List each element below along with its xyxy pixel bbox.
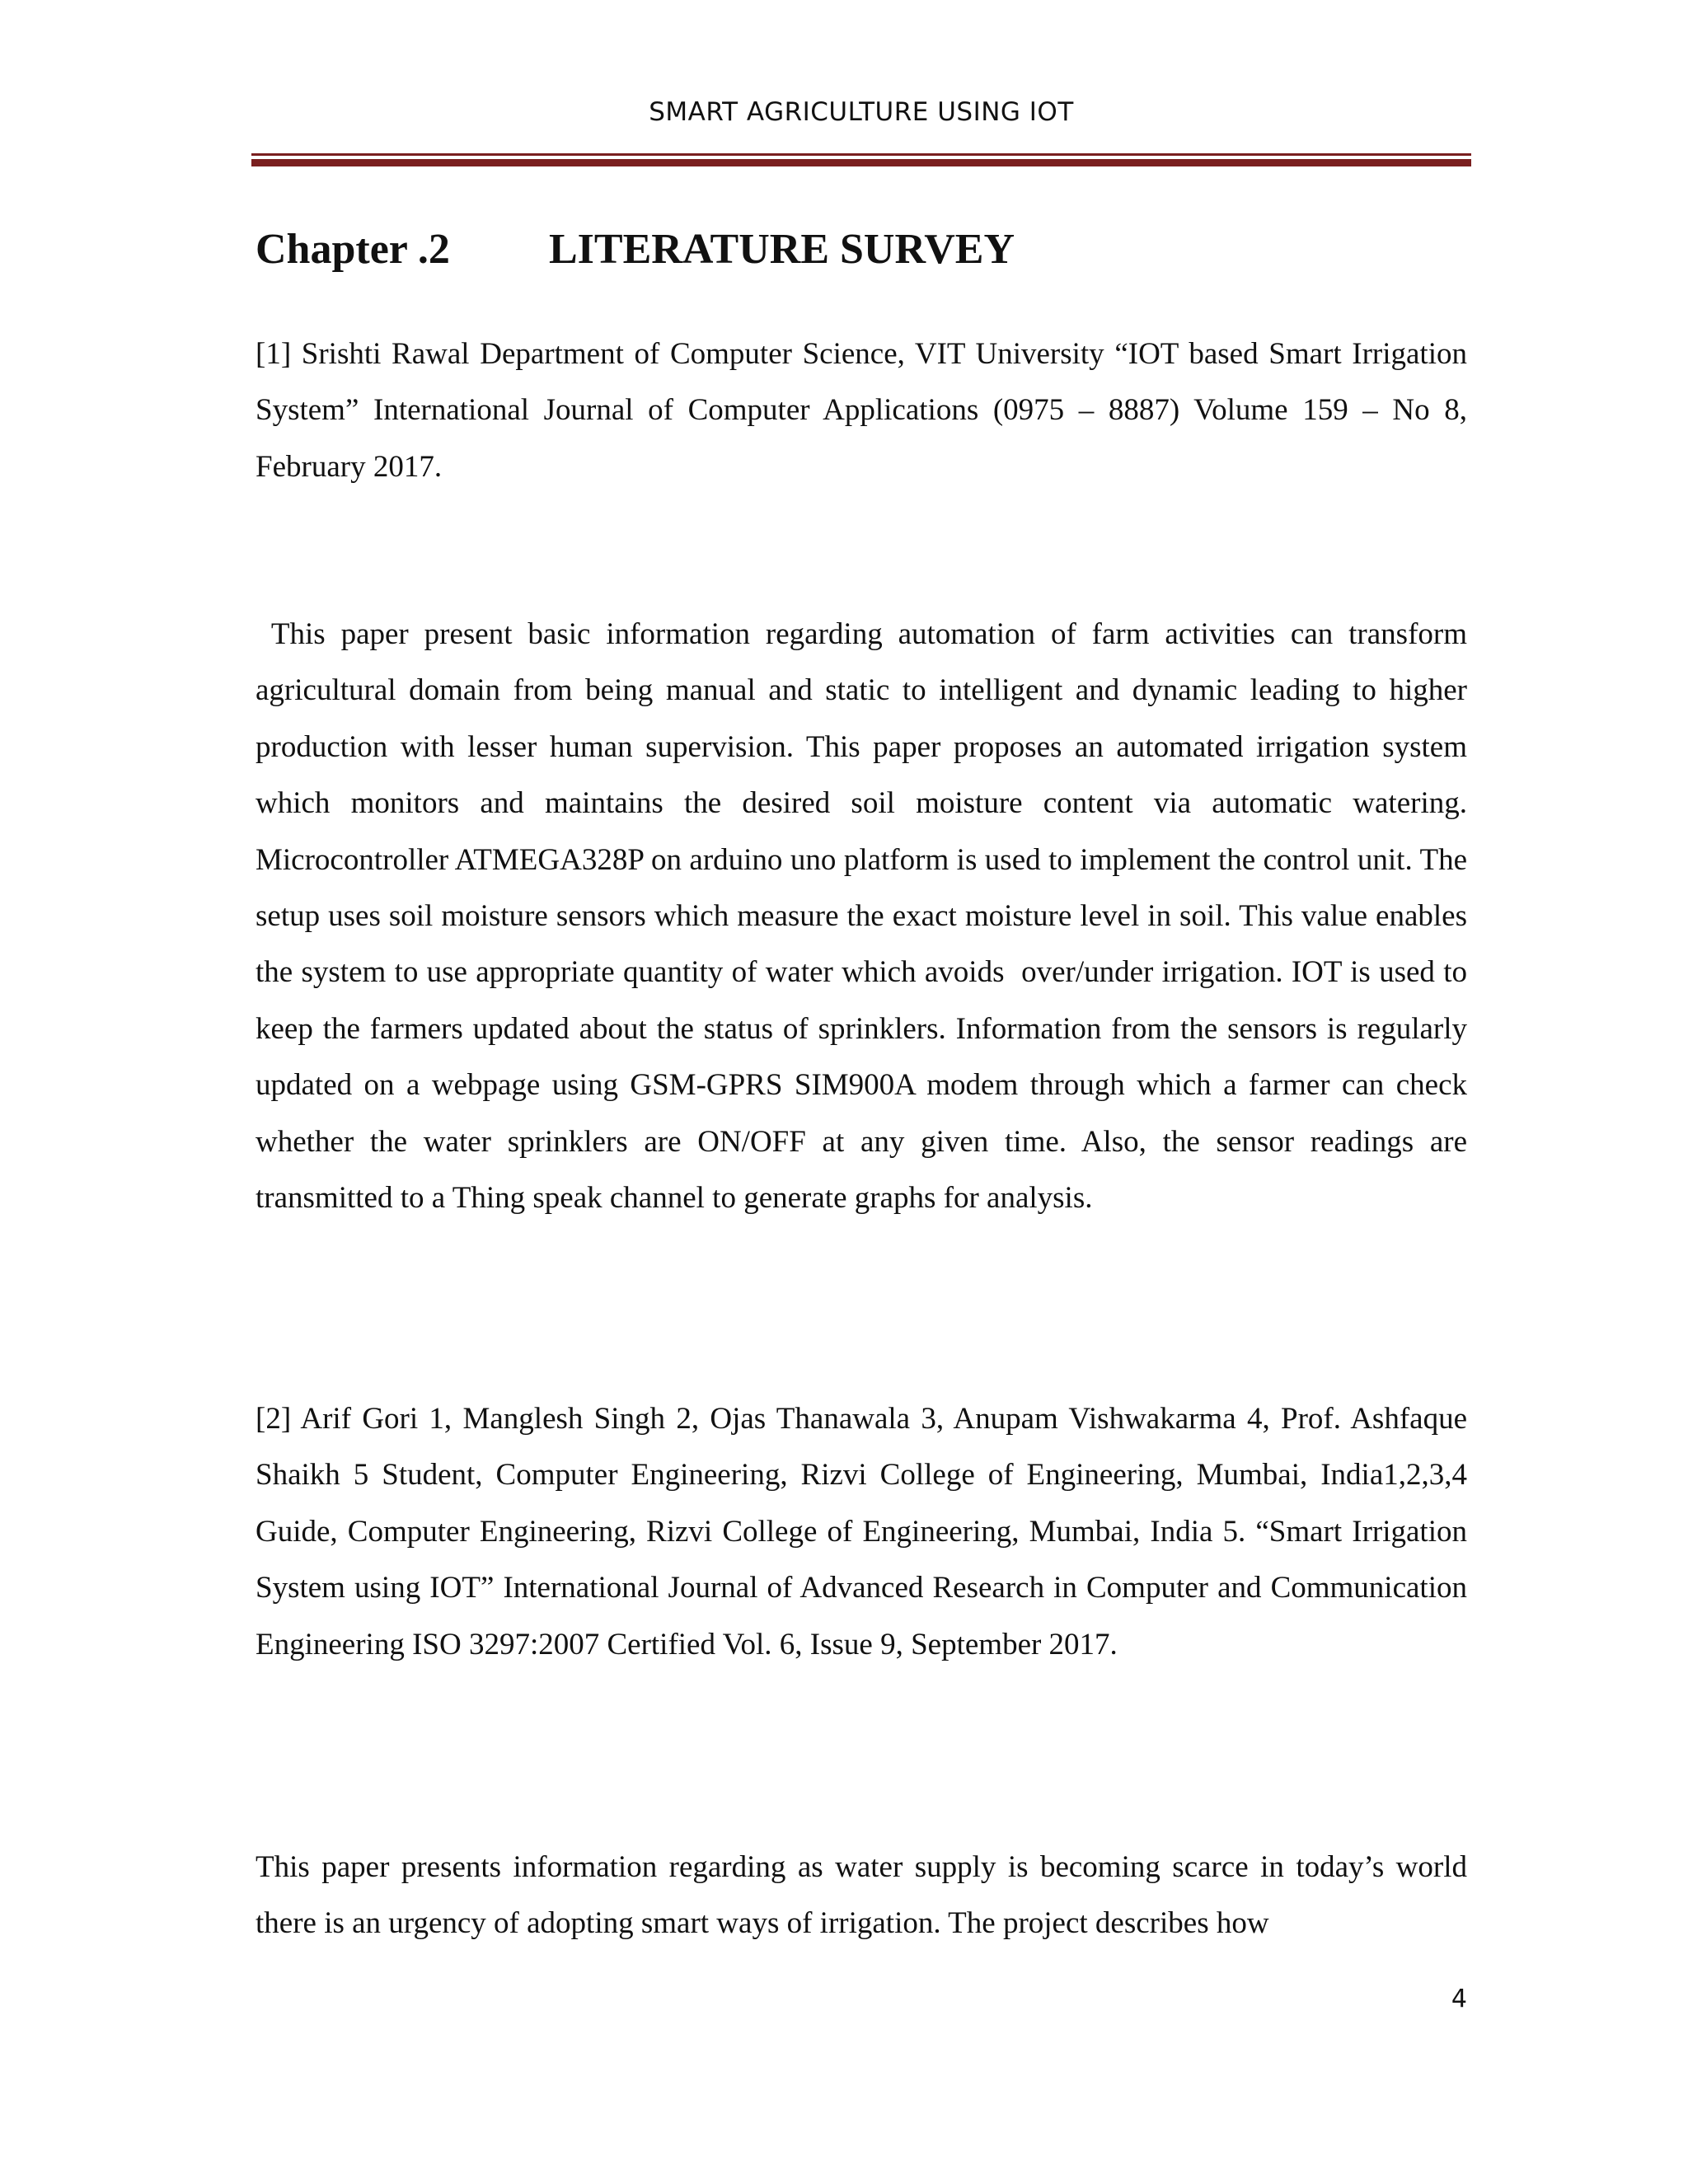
reference-2: [2] Arif Gori 1, Manglesh Singh 2, Ojas Thanawala 3, Anupam Vishwakarma 4, Prof. Ashfaque Shaikh 5 Student, Computer Engineering, Rizvi College of Engineering, Mumbai, India1,2,3,4 Guide, Computer Engineering, Rizvi College of Engineering, Mumbai, India 5. “Smart Irrigation System using IOT” International Journal of Advanced Research in Computer and Communication Engineering ISO 3297:2007 Certified Vol. 6, Issue 9, September 2017.: [256, 1402, 1467, 1661]
chapter-number: Chapter .2: [256, 225, 450, 273]
chapter-heading: [256, 225, 1475, 274]
summary-paragraph-2: This paper presents information regarding as water supply is becoming scarce in today’s world there is an urgency of adopting smart ways of irrigation. The project describes how: [256, 1850, 1467, 1941]
chapter-title: LITERATURE SURVEY: [549, 225, 1015, 273]
running-header: SMART AGRICULTURE USING IOT: [649, 97, 1074, 127]
summary-paragraph-1: This paper present basic information regarding automation of farm activities can transform agricultural domain from being manual and static to intelligent and dynamic leading to higher production with lesser human supervision. This paper proposes an automated irrigation system which monitors and maintains the desired soil moisture content via automatic watering. Microcontroller ATMEGA328P on arduino uno platform is used to implement the control unit. The setup uses soil moisture sensors which measure the exact moisture level in soil. This value enables the system to use appropriate quantity of water which avoids over/under irrigation. IOT is used to keep the farmers updated about the status of sprinklers. Information from the sensors is regularly updated on a webpage using GSM-GPRS SIM900A modem through which a farmer can check whether the water sprinklers are ON/OFF at any given time. Also, the sensor readings are transmitted to a Thing speak channel to generate graphs for analysis.: [256, 617, 1475, 1216]
header-divider-thin: [251, 153, 1471, 156]
page-number: 4: [1451, 1985, 1467, 2013]
reference-1: [1] Srishti Rawal Department of Computer Science, VIT University “IOT based Smart Irrigation System” International Journal of Computer Applications (0975 – 8887) Volume 159 – No 8, February 2017.: [256, 337, 1467, 484]
header-divider-thick: [251, 159, 1471, 166]
